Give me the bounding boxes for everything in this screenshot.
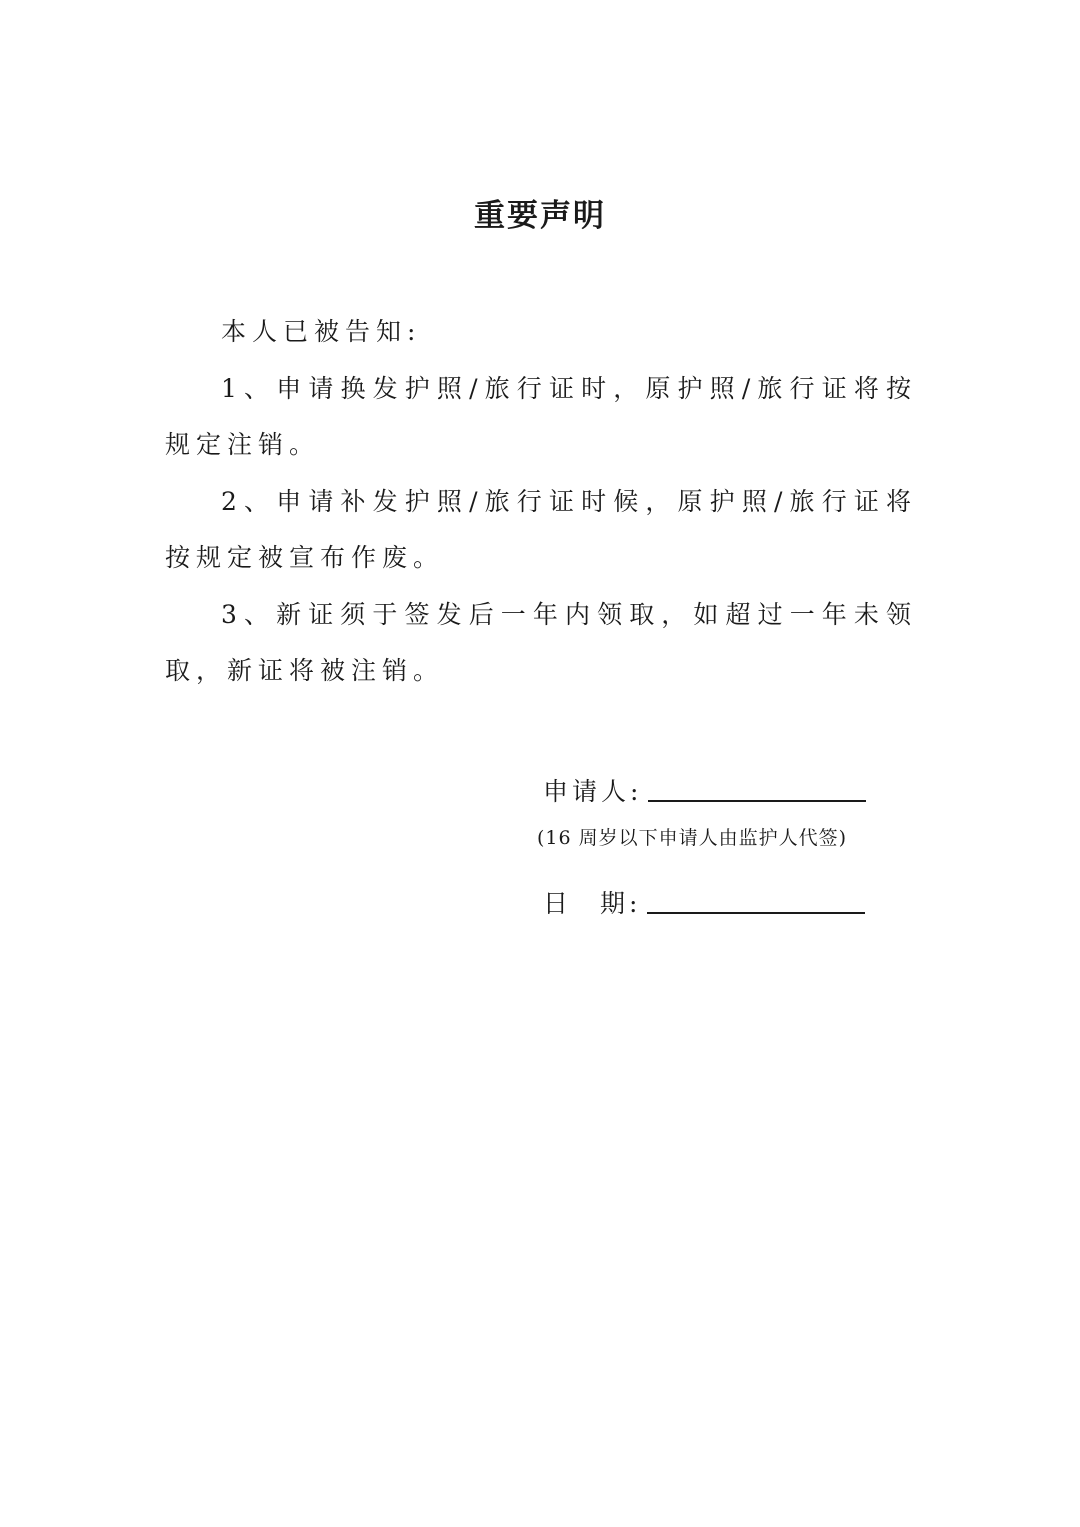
guardian-note: (16 周岁以下申请人由监护人代签) <box>537 827 848 849</box>
item-2: 2、申请补发护照/旅行证时候，原护照/旅行证将按规定被宣布作废。 <box>165 486 917 572</box>
item-1: 1、申请换发护照/旅行证时，原护照/旅行证将按规定注销。 <box>165 373 917 459</box>
signature-block <box>537 756 883 920</box>
declaration-body <box>165 304 917 700</box>
applicant-row <box>543 756 883 808</box>
item-3: 3、新证须于签发后一年内领取，如超过一年未领取，新证将被注销。 <box>165 599 917 685</box>
document-title: 重要声明 <box>474 198 606 234</box>
date-label-first: 日 <box>543 889 573 918</box>
date-line[interactable] <box>647 882 865 914</box>
applicant-signature-line[interactable] <box>648 770 866 802</box>
date-row <box>543 868 883 920</box>
intro-paragraph: 本人已被告知: <box>221 317 422 346</box>
applicant-label: 申请人: <box>543 777 643 806</box>
date-label-second: 期: <box>600 889 642 918</box>
date-label <box>543 884 641 920</box>
